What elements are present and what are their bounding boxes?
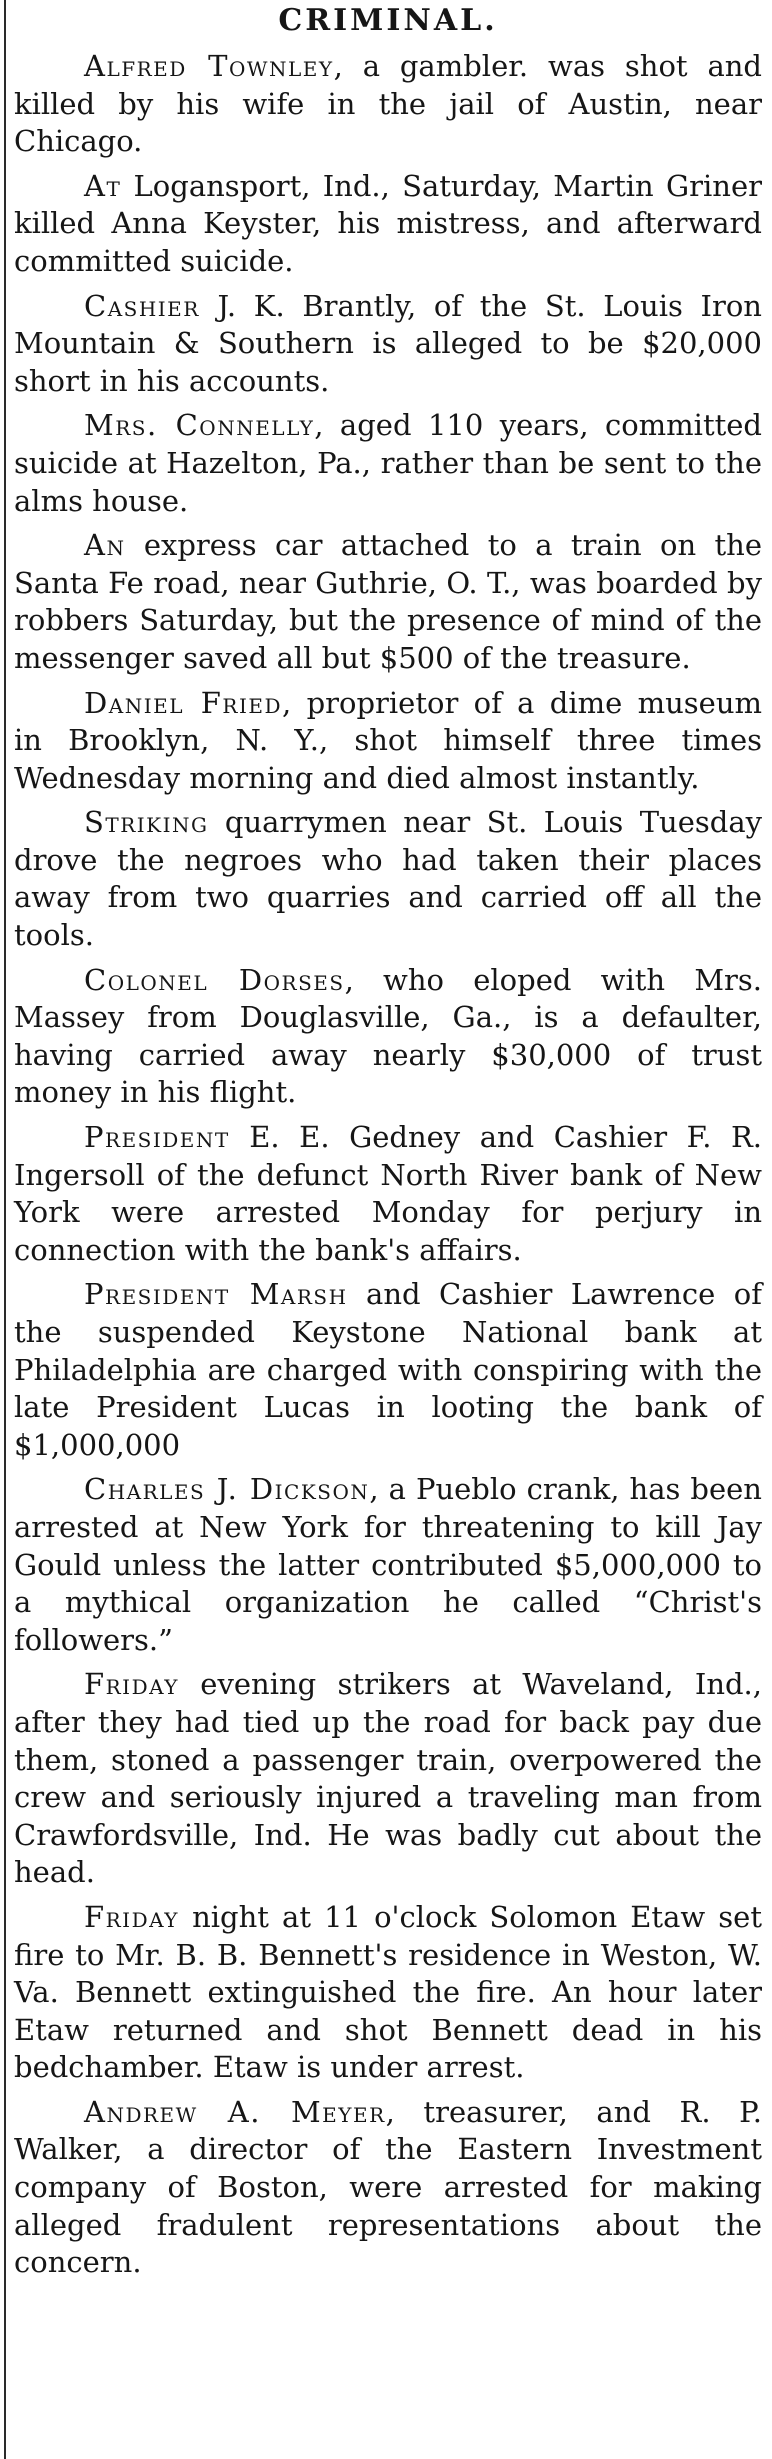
item-lead: Mrs. Connelly (84, 408, 315, 443)
item-lead: At (84, 168, 122, 203)
item-lead: Striking (84, 805, 209, 840)
item-lead: Charles J. Dickson (84, 1472, 370, 1507)
item-text: quarrymen near St. Louis Tuesday drove the negroes who had taken their places away from two quarries and carried off all the tools. (14, 805, 762, 953)
news-item (14, 48, 762, 161)
item-text: , proprietor of a dime museum in Brooklyn, N. Y., shot himself three times Wednesday morning and died almost instantly. (14, 685, 762, 795)
item-text: , who eloped with Mrs. Massey from Douglasville, Ga., is a defaulter, having carried away nearly $30,000 of trust money in his flight. (14, 962, 762, 1110)
item-lead: An (84, 528, 126, 563)
news-item (14, 527, 762, 677)
section-heading: CRIMINAL. (278, 3, 498, 38)
item-lead: President (84, 1120, 230, 1155)
news-item (14, 407, 762, 520)
news-item (14, 168, 762, 281)
item-lead: Colonel Dorses (84, 962, 345, 997)
item-lead: Daniel Fried (84, 685, 283, 720)
news-item (14, 804, 762, 954)
news-item (14, 1899, 762, 2087)
item-text: , aged 110 years, committed suicide at Hazelton, Pa., rather than be sent to the alms house. (14, 408, 762, 518)
item-lead: Friday (84, 1899, 179, 1934)
item-text: , a Pueblo crank, has been arrested at New York for threatening to kill Jay Gould unless the latter contributed $5,000,000 to a mythical organization he called “Christ's followers.” (14, 1472, 762, 1657)
item-text: , a gambler. was shot and killed by his wife in the jail of Austin, near Chicago. (14, 49, 762, 159)
item-text: night at 11 o'clock Solomon Etaw set fire to Mr. B. B. Bennett's residence in Weston, W. Va. Bennett extinguished the fire. An hour later Etaw returned and shot Bennett dead in his bedchamber. Etaw is under arrest. (14, 1899, 762, 2085)
news-item (14, 1666, 762, 1892)
news-column (14, 0, 762, 2459)
news-item (14, 685, 762, 798)
item-text: Logansport, Ind., Saturday, Martin Griner killed Anna Keyster, his mistress, and afterward committed suicide. (14, 168, 762, 278)
news-item (14, 1119, 762, 1269)
news-item (14, 962, 762, 1112)
item-lead: Friday (84, 1667, 179, 1702)
item-lead: Cashier (84, 288, 200, 323)
item-lead: Andrew A. Meyer (84, 2094, 386, 2129)
item-lead: Alfred Townley (84, 49, 334, 83)
item-text: E. E. Gedney and Cashier F. R. Ingersoll of the defunct North River bank of New York were arrested Monday for perjury in connection with the bank's affairs. (14, 1120, 762, 1267)
item-text: evening strikers at Waveland, Ind., after they had tied up the road for back pay due them, stoned a passenger train, overpowered the crew and seriously injured a traveling man from Crawfordsville, Ind. He was badly cut about the head. (14, 1667, 762, 1890)
column-rule (4, 0, 6, 2459)
news-item (14, 288, 762, 401)
item-lead: President Marsh (84, 1277, 348, 1312)
item-text: J. K. Brantly, of the St. Louis Iron Mountain & Southern is alleged to be $20,000 short in his accounts. (14, 288, 762, 398)
news-item (14, 2094, 762, 2282)
item-text: express car attached to a train on the Santa Fe road, near Guthrie, O. T., was boarded by robbers Saturday, but the presence of mind of the messenger saved all but $500 of the treasure. (14, 528, 762, 675)
item-text: and Cashier Lawrence of the suspended Keystone National bank at Philadelphia are charged with conspiring with the late President Lucas in looting the bank of $1,000,000 (14, 1277, 762, 1462)
item-text: , treasurer, and R. P. Walker, a director of the Eastern Investment company of Boston, were arrested for making alleged fradulent representations about the concern. (14, 2094, 762, 2280)
news-item (14, 1276, 762, 1464)
news-item (14, 1471, 762, 1659)
